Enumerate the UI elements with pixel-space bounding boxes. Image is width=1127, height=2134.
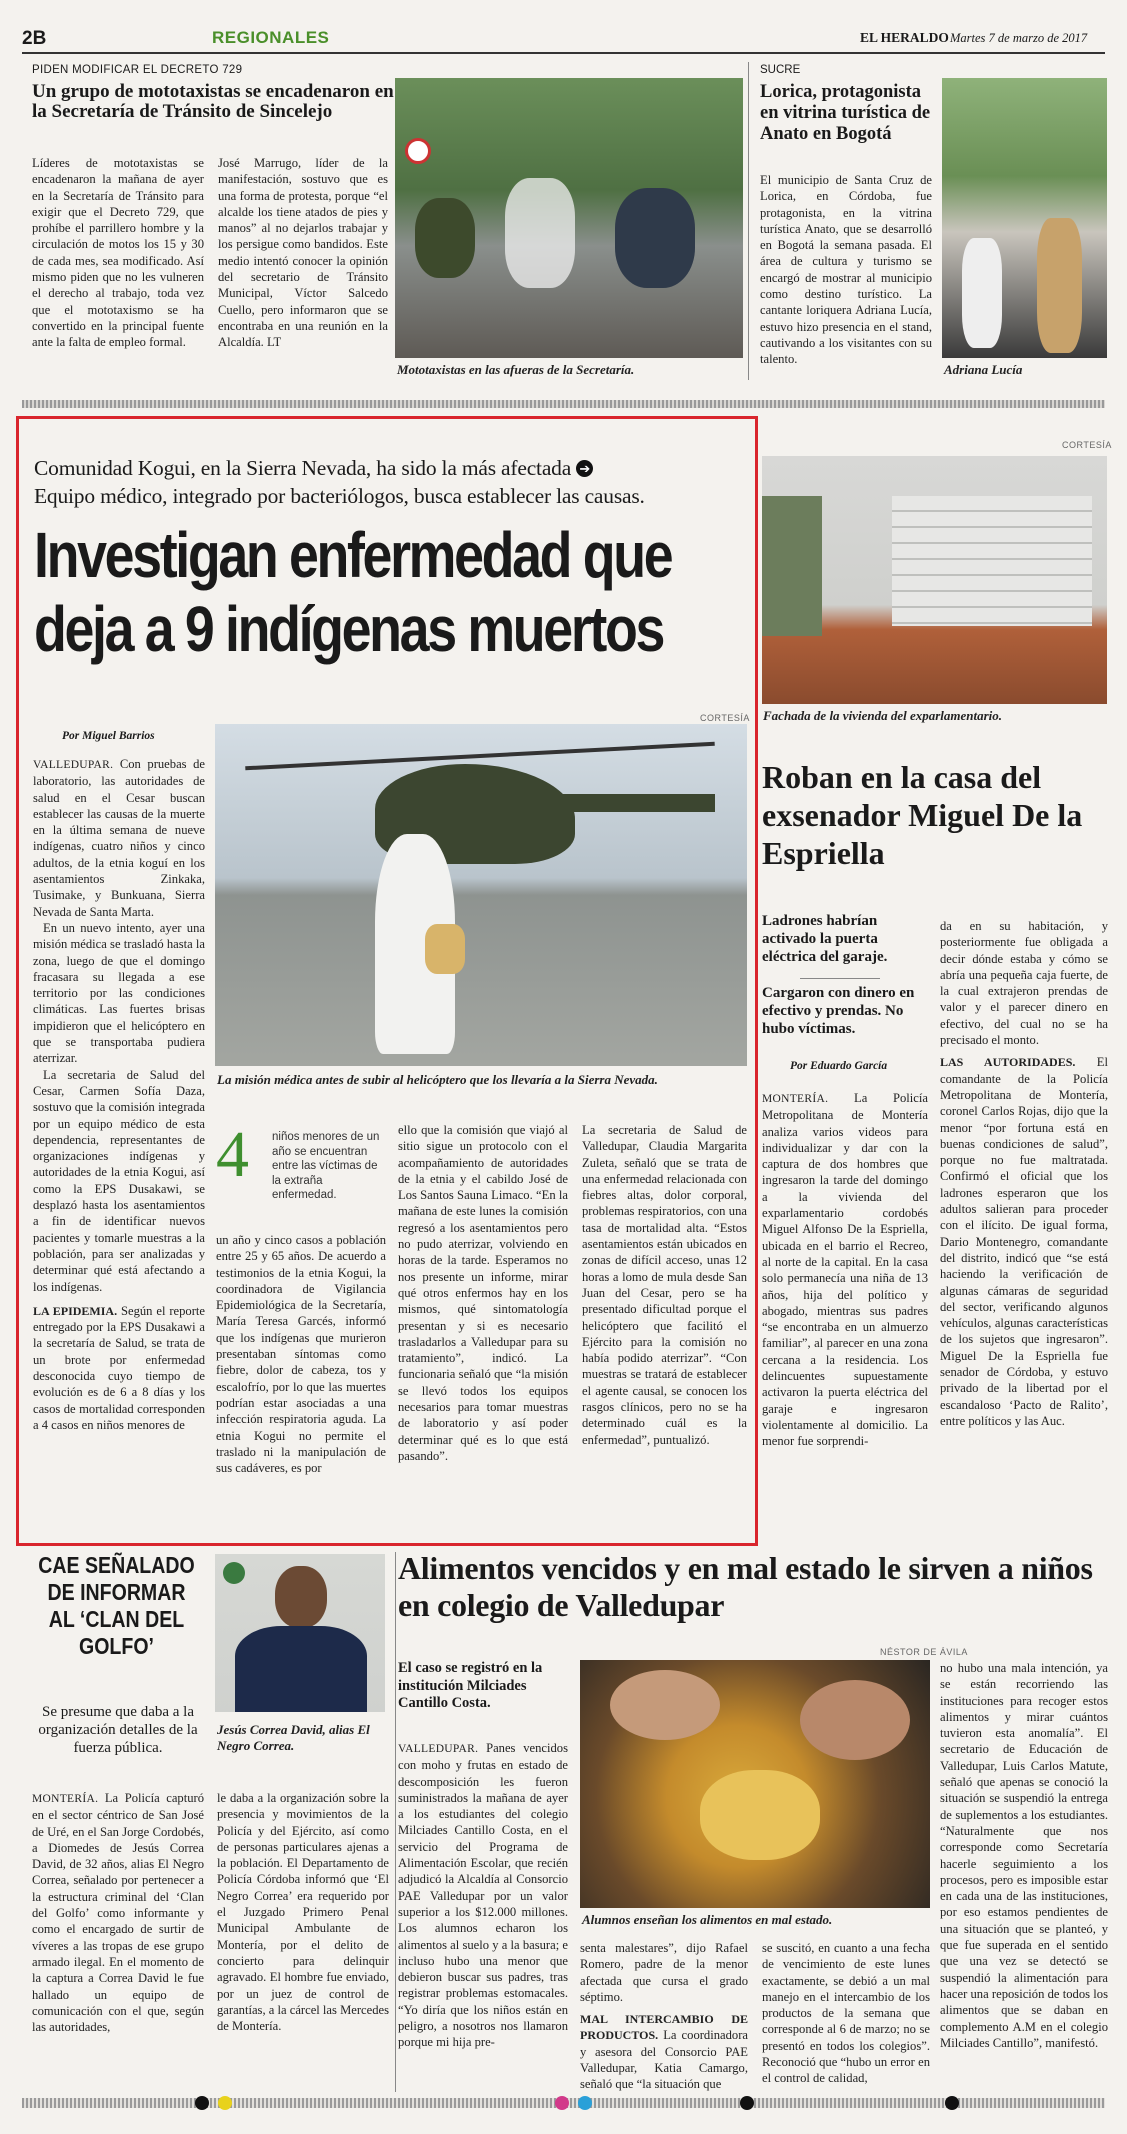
kogui-helicopter-photo xyxy=(215,724,747,1066)
kogui-para: Con pruebas de laboratorio, las autoridades de salud en el Cesar buscan establecer las causas de la muerte en la última semana de nueve indígenas, cuatro niños y cinco adultos, de la etnia koguí en los asentamientos Zinkaka, Tusimake, y Bunkuana, Sierra Nevada de Santa Marta. xyxy=(33,757,205,919)
clan-body-col1 xyxy=(32,1790,204,2090)
clan-suspect-photo xyxy=(215,1554,385,1712)
kogui-para: La secretaria de Salud del Cesar, Carmen Sofía Daza, sostuvo que la comisión integrada por un equipo médico de esta dependencia, representantes de organizaciones indígenas y autoridades de la etnia Kogui, así como la EPS Dusakawi, se desplazó hasta los asentamientos a fin de identificar nuevos pacientes y tomarle muestras a la población, para ser analizadas y determinar qué está afectando a los indígenas. xyxy=(33,1067,205,1294)
alim-body-col3: se suscitó, en cuanto a una fecha de vencimiento de este lunes exactamente, se debió a un mal manejo en el intercambio de los productos de la semana que corresponde al 6 de marzo; no se presentó en todos los colegios”. Reconoció que “hubo un error en el control de calidad, xyxy=(762,1941,930,2086)
alim-caption: Alumnos enseñan los alimentos en mal estado. xyxy=(582,1912,833,1927)
police-seal-icon xyxy=(223,1562,245,1584)
alim-deck: El caso se registró en la institución Milciades Cantillo Costa. xyxy=(398,1660,543,1711)
alim-para: La coordinadora y asesora del Consorcio PAE Valledupar, Katia Camargo, señaló que “la situación que xyxy=(580,2028,748,2092)
issue-date: Martes 7 de marzo de 2017 xyxy=(950,31,1088,45)
lorica-caption: Adriana Lucía xyxy=(944,362,1023,377)
lorica-kicker: SUCRE xyxy=(760,64,801,76)
moto-body-col1: Líderes de mototaxistas se encadenaron la mañana de ayer en la Secretaría de Tránsito para exigir que el Decreto 729, que prohíbe el parrillero hombre y la circulación de motos los 15 y 30 de cada mes, sea modificado. Así mismo piden que no les vulneren el derecho al trabajo, toda vez que el mototaxismo se ha convertido en la principal fuente ante la falta de empleo formal. xyxy=(32,156,204,350)
clan-para: La Policía capturó en el sector céntrico de San José de Uré, en el San Jorge Cordobés, a Diomedes de Jesús Correa David, de 32 años, alias El Negro Correa, señalado por pertenecer a la estructura criminal del ‘Clan del Golfo’ como informante y como el encargado de surtir de víveres a las tropas de ese grupo armado ilegal. En el momento de la captura a Correa David le fue hallado un equipo de comunicación con el que, según las autoridades, xyxy=(32,1791,204,2035)
robo-para: El comandante de la Policía Metropolitana de Montería, coronel Carlos Rojas, dijo que la menor “por fortuna está en buenas condiciones de salud”, porque no fue maltratada. Confirmó el oficial que los ladrones esperaron que los adultos salieran para proceder con el ilícito. De igual forma, Dario Montenegro, comandante del distrito, indicó que “se está haciendo la verificación de algunas cámaras de seguridad del sector, verificando algunos vehículos, algunas características de los sujetos que ingresaron”. Miguel De la Espriella fue senador de Córdoba, y estuvo privado de la libertad por el escandaloso ‘Pacto de Ralito’, entre políticos y las Auc. xyxy=(940,1055,1108,1428)
clan-body-col2: le daba a la organización sobre la presencia y movimientos de la Policía y del Ejército, así como de personas particulares ajenas a la población. El Departamento de Policía Córdoba informó que ‘El Negro Correa’ era requerido por el Juzgado Primero Penal Municipal Ambulante de Montería, por el delito de concierto para delinquir agravado. El hombre fue enviado, por un juez de control de garantías, a la cárcel las Mercedes de Montería. xyxy=(217,1791,389,2034)
shirt-figure xyxy=(235,1626,367,1712)
registration-mark-icon xyxy=(218,2096,232,2110)
kogui-body-col3: ello que la comisión que viajó al sitio sigue un protocolo con el acompañamiento de autoridades de la etnia y el cabildo José de Los Santos Sauna Limaco. “En la mañana de este lunes la comisión regresó a los asentamientos pero no pudo aterrizar, volviendo en horas de la tarde. Esperamos no nos presente un informe, mirar qué otros enfermos hay en los mismos, qué sintomatología presentan y si es necesario trasladarlos a Valledupar para su tratamiento”, indicó. La funcionaria señaló que “la misión se llevó todos los equipos necesarios para tomar muestras de laboratorio y así poder determinar qué es lo que está pasando”. xyxy=(398,1123,568,1463)
singer-figure xyxy=(1037,218,1082,353)
alim-body-col2 xyxy=(580,1940,748,2092)
kogui-headline-line2: deja a 9 indígenas muertos xyxy=(34,593,663,665)
alim-food-photo xyxy=(580,1660,930,1908)
kogui-deck-1-text: Comunidad Kogui, en la Sierra Nevada, ha sido la más afectada xyxy=(34,456,572,480)
lorica-headline: Lorica, protagonista en vitrina turística de Anato en Bogotá xyxy=(760,82,931,144)
moto-caption: Mototaxistas en las afueras de la Secretaría. xyxy=(397,362,635,377)
alim-photo-credit: NÉSTOR DE ÁVILA xyxy=(880,1647,968,1657)
lorica-body: El municipio de Santa Cruz de Lorica, en Córdoba, fue protagonista, en la vitrina turística Anato, que se desarrolló en Bogotá la semana pasada. El área de cultura y turismo se encargó de mostrar al municipio como destino turístico. La cantante loriquera Adriana Lucía, estuvo hizo presencia en el stand, cautivando a los visitantes con su talento. xyxy=(760,173,932,367)
clan-deck: Se presume que daba a la organización detalles de la fuerza pública. xyxy=(38,1704,198,1756)
newspaper-name: EL HERALDO xyxy=(860,30,949,45)
alim-body-col1 xyxy=(398,1740,568,2092)
helicopter-tail xyxy=(545,794,715,812)
alim-headline: Alimentos vencidos y en mal estado le sirven a niños en colegio de Valledupar xyxy=(398,1550,1093,1623)
kogui-dateline: VALLEDUPAR. xyxy=(33,759,114,771)
column-divider xyxy=(748,62,749,380)
alim-para: Panes vencidos con moho y frutas en estado de descomposición les fueron suministrados la mañana de ayer a los estudiantes del colegio Milciades Cantillo Costa, en el servicio del Programa de Alimentación Escolar, que recién adjudicó la Alcaldía al Consorcio PAE Valledupar por un valor superior a los $12.000 millones. Los alumnos echaron los alimentos al suelo y a la basura; e incluso hubo una menor que debieron buscar sus padres, tras registrar problemas estomacales. “Yo diría que los niños están en peligro, a nosotros nos llamaron porque mi hija pre- xyxy=(398,1741,568,2050)
moto-photo xyxy=(395,78,743,358)
garage-door xyxy=(892,496,1092,626)
kogui-byline: Por Miguel Barrios xyxy=(62,730,155,742)
lorica-photo xyxy=(942,78,1107,358)
clan-headline: CAE SEÑALADO DE INFORMAR AL ‘CLAN DEL GOLFO’ xyxy=(38,1552,195,1659)
kogui-headline-line1: Investigan enfermedad que xyxy=(34,519,672,591)
robo-body-col1 xyxy=(762,1090,928,1520)
kogui-deck-2: Equipo médico, integrado por bacteriólogos, busca establecer las causas. xyxy=(34,484,645,508)
robo-caption: Fachada de la vivienda del exparlamentario. xyxy=(763,708,1003,723)
header-rule xyxy=(22,52,1105,54)
robo-body-col2 xyxy=(940,918,1108,1538)
tree-figure xyxy=(762,496,822,636)
kogui-pull-quote: niños menores de un año se encuentran entre las víctimas de la extraña enfermedad. xyxy=(272,1131,380,1201)
clan-caption: Jesús Correa David, alias El Negro Correa. xyxy=(217,1722,370,1753)
hand-figure xyxy=(800,1680,910,1760)
kogui-subhead: LA EPIDEMIA. xyxy=(33,1303,118,1318)
registration-mark-icon xyxy=(195,2096,209,2110)
hand-figure xyxy=(610,1670,720,1740)
kogui-para: En un nuevo intento, ayer una misión médica se trasladó hasta la zona, luego de que el domingo fracasara su llegada a ese territorio por las condiciones climáticas. Las fuertes brisas impidieron que el helicóptero en que se transportaba pudiera aterrizar. xyxy=(33,920,205,1066)
alim-body-col4: no hubo una mala intención, ya se están recorriendo las instituciones para recoger estos alimentos y mirar cuántos tuvieron esta anomalía”. El secretario de Educación de Valledupar, Luis Carlos Matute, señaló que apenas se conoció la situación se suspendió la entrega de suplementos a los estudiantes. “Naturalmente que nos corresponde como Secretaría hacerle seguimiento a los procesos, pero es imposible estar en cada una de las instituciones, por eso estamos pendientes de una situación que se planteó, y que fue superada en el sentido que una vez se detectó se suspendió la alimentación para hacer una reposición de todos los alimentos que se daban en complemento A.M en el colegio Milciades Cantillo”, manifestó. xyxy=(940,1661,1108,2050)
deck-rule xyxy=(800,978,880,979)
moto-kicker: PIDEN MODIFICAR EL DECRETO 729 xyxy=(32,64,243,76)
robo-deck-1: Ladrones habrían activado la puerta eléctrica del garaje. xyxy=(762,913,888,965)
kogui-caption: La misión médica antes de subir al helicóptero que los llevaría a la Sierra Nevada. xyxy=(217,1072,658,1087)
column-divider xyxy=(395,1552,396,2092)
robo-headline: Roban en la casa del exsenador Miguel De la Espriella xyxy=(762,759,1083,871)
spoiled-food xyxy=(700,1770,820,1860)
kogui-para: Según el reporte entregado por la EPS Dusakawi a la secretaría de Salud, se trata de un brote por enfermedad desconocida cuyo tiempo de evolución es de 6 a 8 días y los casos de mortalidad corresponden a 4 casos en niños menores de xyxy=(33,1303,205,1432)
kogui-photo-credit: CORTESÍA xyxy=(700,713,750,723)
alim-subhead: MAL INTERCAMBIO DE PRODUCTOS. xyxy=(580,2012,748,2043)
robo-house-photo xyxy=(762,456,1107,704)
person-figure xyxy=(505,178,575,288)
bag-figure xyxy=(425,924,465,974)
crowd-figure xyxy=(615,188,695,288)
robo-subhead: LAS AUTORIDADES. xyxy=(940,1055,1076,1070)
face-figure xyxy=(275,1566,327,1628)
motorcyclist-figure xyxy=(415,198,475,278)
registration-mark-icon xyxy=(945,2096,959,2110)
alim-dateline: VALLEDUPAR. xyxy=(398,1743,479,1755)
page-number: 2B xyxy=(22,28,47,49)
robo-dateline: MONTERÍA. xyxy=(762,1093,829,1105)
alim-para: senta malestares”, dijo Rafael Romero, padre de la menor afectada que cursa el grado séptimo. xyxy=(580,1941,748,2004)
robo-para: da en su habitación, y posteriormente fue obligada a decir dónde estaba y cómo se abría una pequeña caja fuerte, de la cual extrajeron prendas de valor y el parecer dinero en efectivo, del cual no se ha precisado el monto. xyxy=(940,919,1108,1048)
robo-photo-credit: CORTESÍA xyxy=(1062,440,1112,450)
robo-byline: Por Eduardo García xyxy=(790,1060,888,1072)
kogui-body-col4: La secretaria de Salud de Valledupar, Claudia Margarita Zuleta, señaló que se trata de una enfermedad relacionada con fiebres altas, dolor corporal, problemas respiratorios, con una tasa de mortalidad alta. “Estos asentamientos están ubicados en zonas de difícil acceso, unas 12 horas a lomo de mula desde San Juan del Cesar, pero se ha presentado dificultad porque el helicóptero que facilitó el Ejército para la comisión no había podido aterrizar”. “Con muestras se tratará de establecer el agente causal, se conocen los rasgos clínicos, pero no se ha determinado cuál es la enfermedad”, puntualizó. xyxy=(582,1123,747,1447)
kogui-body-col1 xyxy=(33,756,205,1536)
registration-mark-icon xyxy=(578,2096,592,2110)
traffic-sign-icon xyxy=(405,138,431,164)
section-name: REGIONALES xyxy=(212,28,330,47)
moto-headline: Un grupo de mototaxistas se encadenaron en la Secretaría de Tránsito de Sincelejo xyxy=(32,81,394,122)
kogui-body-col2: un año y cinco casos a población entre 25 y 65 años. De acuerdo a testimonios de la etnia Kogui, la coordinadora de Vigilancia Epidemiológica de la Secretaría, María Teresa Garcés, informó que los indígenas que murieron presentaban síntomas como fiebre, dolor de cabeza, tos y escalofrío, por lo que las muertes podrían estar asociadas a una infección respiratoria aguda. La etnia Kogui no permite el traslado ni la manipulación de sus cadáveres, es por xyxy=(216,1233,386,1476)
kogui-deck-1 xyxy=(34,456,593,481)
registration-mark-icon xyxy=(555,2096,569,2110)
moto-body-col2: José Marrugo, líder de la manifestación, sostuvo que es una forma de protesta, porque “el alcalde los tiene atados de pies y manos” al no dejarlos trabajar y los persigue como bandidos. Este medio intentó conocer la opinión del secretario de Tránsito Municipal, Víctor Salcedo Cuello, pero informaron que se encontraba en una reunión en la Alcaldía. LT xyxy=(218,156,388,350)
arrow-right-icon: ➔ xyxy=(576,460,593,477)
robo-deck-2: Cargaron con dinero en efectivo y prendas. No hubo víctimas. xyxy=(762,985,915,1037)
robo-para: La Policía Metropolitana de Montería analiza varios videos para individualizar y dar con la captura de dos hombres que ingresaron la tarde del domingo a la vivienda del exparlamentario cordobés Miguel Alfonso De la Espriella, ubicada en el barrio el Recreo, al norte de la capital. En la casa solo permanecía una niña de 13 años, hija del político y abogado, mientras sus padres “se encontraba en un almuerzo familiar”, al parecer en una zona cercana a la residencia. Los delincuentes supuestamente activaron la puerta eléctrica del garaje e ingresaron violentamente al domicilio. La menor fue sorprendi- xyxy=(762,1091,928,1449)
section-separator xyxy=(22,400,1105,408)
registration-mark-icon xyxy=(740,2096,754,2110)
clan-dateline: MONTERÍA. xyxy=(32,1793,99,1805)
kogui-big-number: 4 xyxy=(216,1118,249,1191)
person-figure xyxy=(962,238,1002,348)
